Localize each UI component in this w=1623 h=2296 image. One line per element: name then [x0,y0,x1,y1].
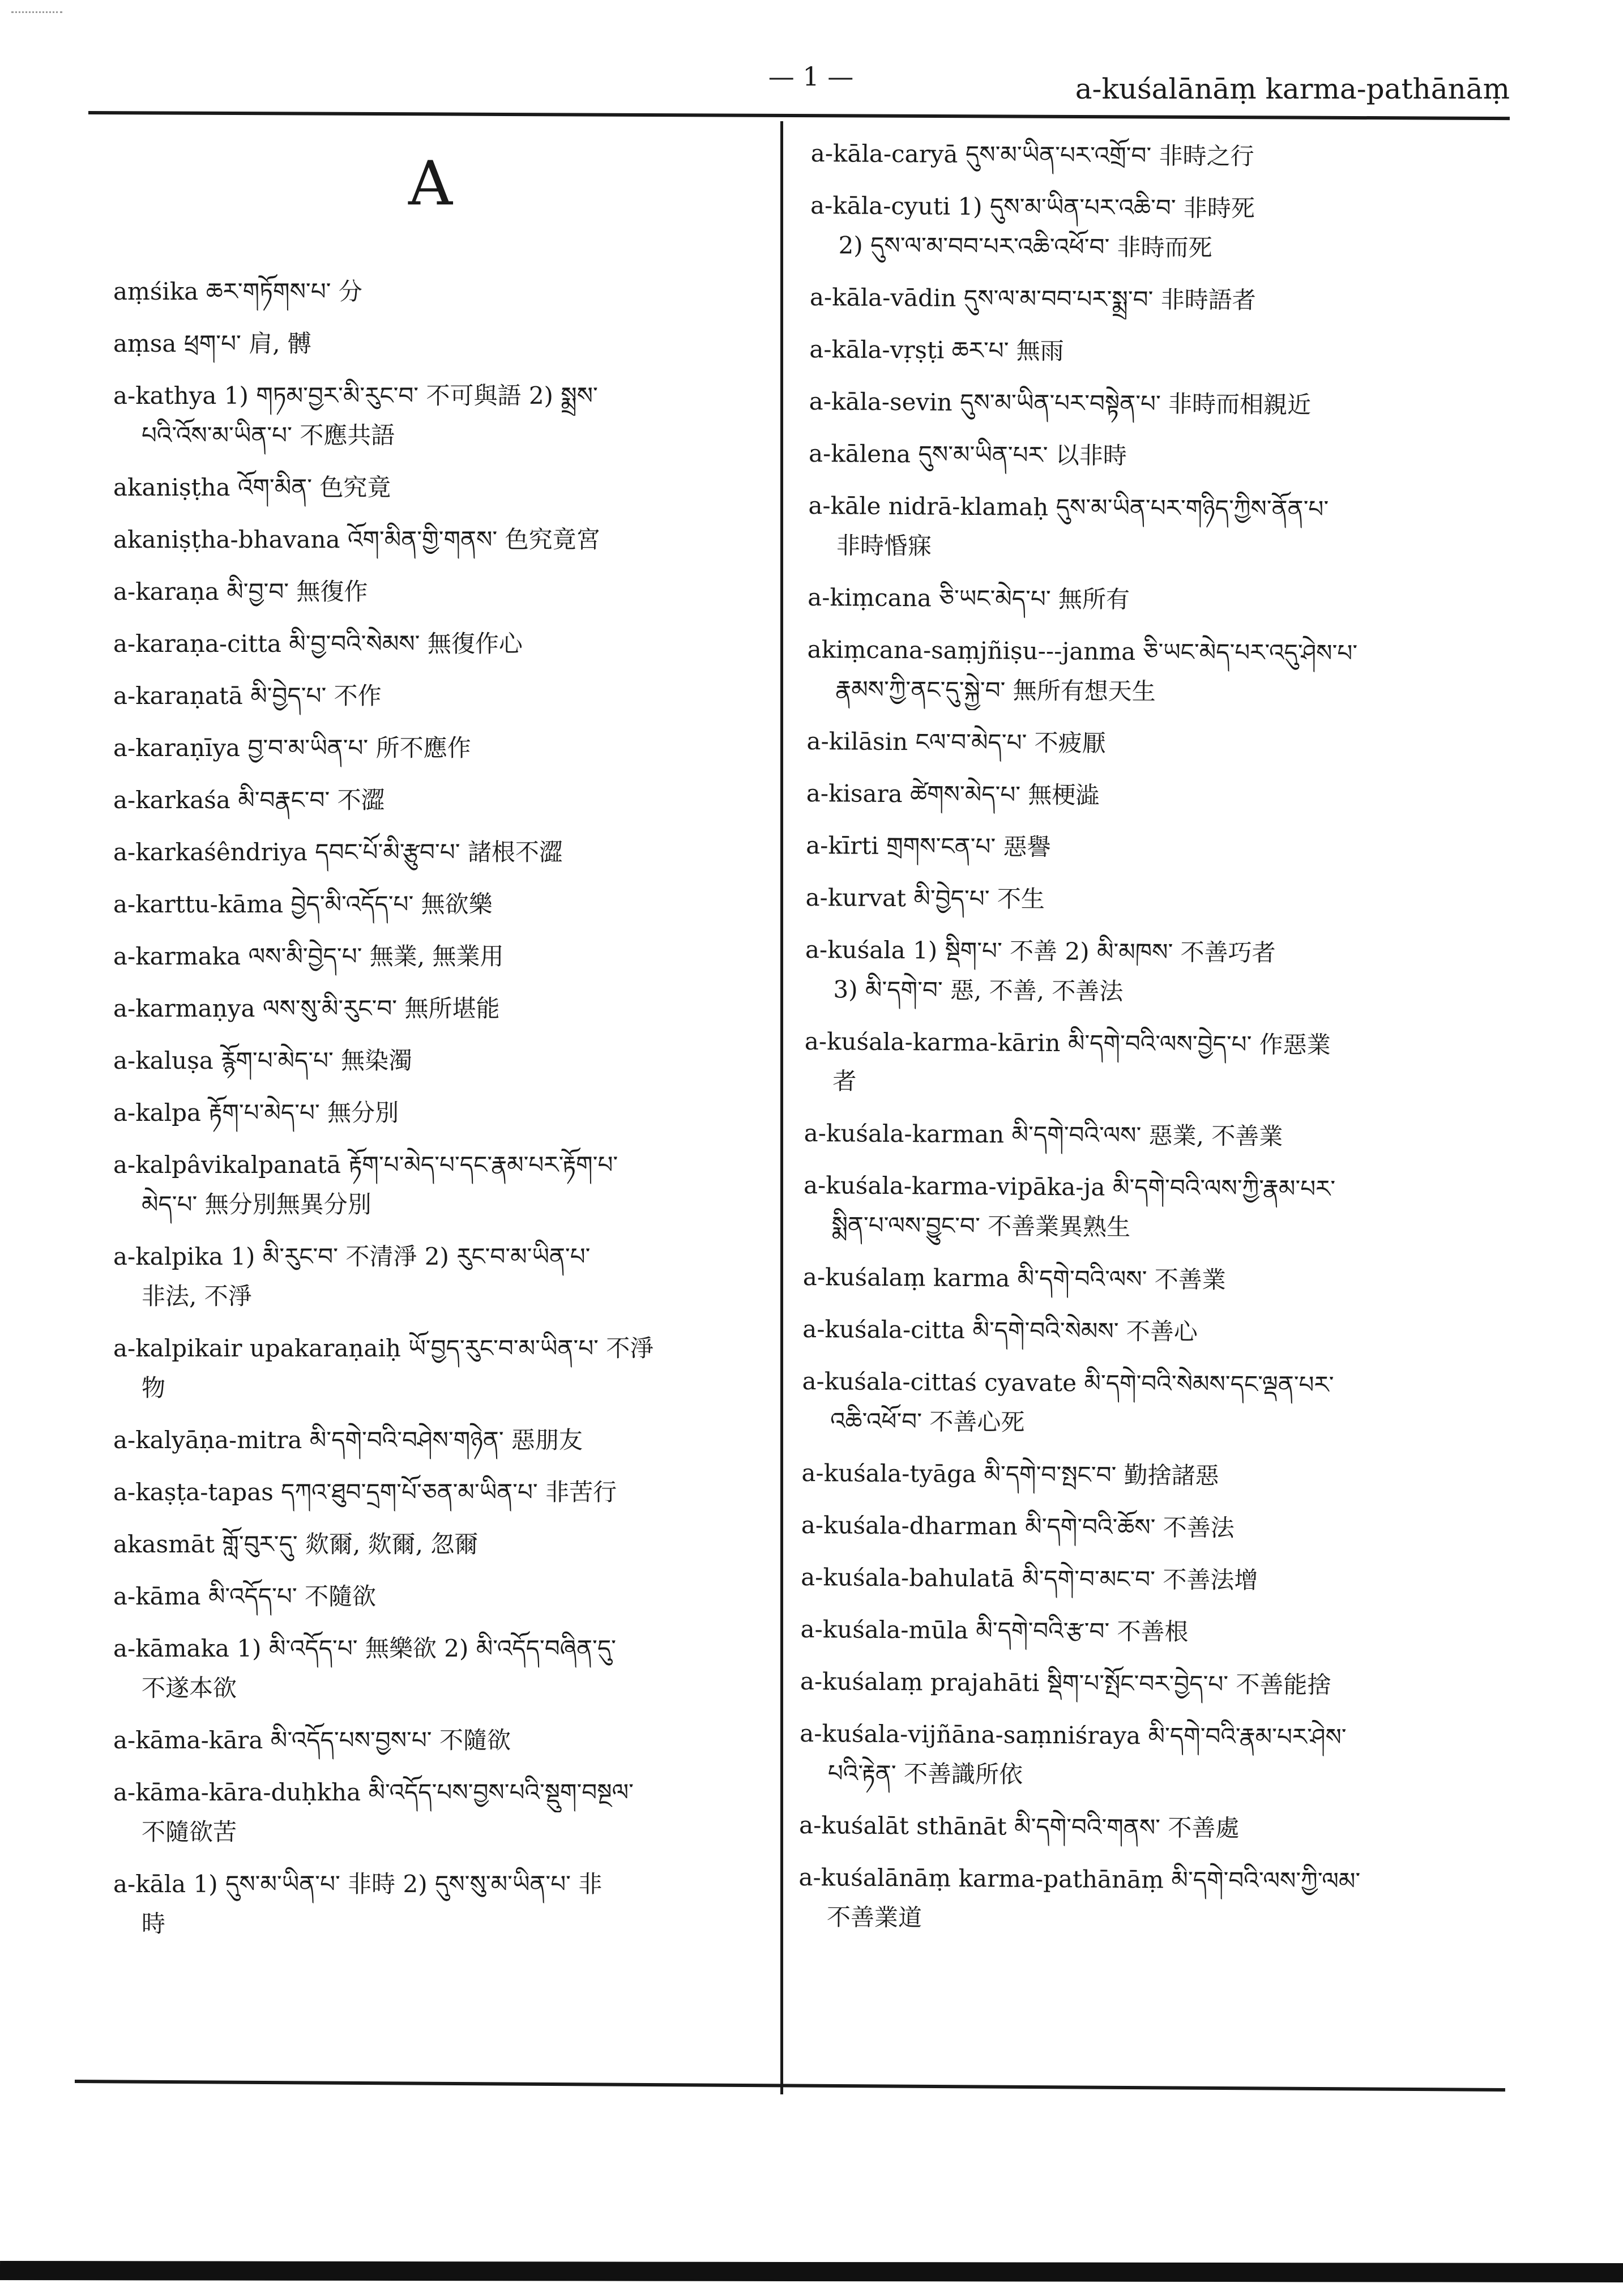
running-head: a-kuśalānāṃ karma-pathānāṃ [1075,72,1510,105]
entry-headline: a-kaluṣa རྙོག་པ་མེད་པ་ 無染濁 [113,1047,413,1074]
entry-headline: a-kālena དུས་མ་ཡིན་པར་ 以非時 [808,439,1127,470]
dictionary-entry [113,572,764,612]
dictionary-entry [113,1093,764,1133]
entry-headline: a-kuśala-karma-kārin མི་དགེ་བའི་ལས་བྱེད་པ་ 作惡業 [804,1027,1331,1059]
entry-headline: a-kuśalāt sthānāt མི་དགེ་བའི་གནས་ 不善處 [798,1811,1240,1842]
dictionary-entry [113,728,764,768]
entry-headline: a-kuśala 1) སྡིག་པ་ 不善 2) མི་མཁས་ 不善巧者 [805,935,1276,967]
entry-continuation: རྣམས་ཀྱི་ནང་དུ་སྐྱེ་བ་ 無所有想天生 [835,675,1156,706]
left-column [113,272,764,1956]
page-number: — 1 — [768,61,854,92]
entry-headline: a-kāma-kāra-duḥkha མི་འདོད་པས་བྱས་པའི་སྡུག་བསྔལ་ [113,1778,634,1806]
dictionary-entry [802,1309,1499,1354]
dictionary-entry [113,1237,764,1316]
entry-headline: a-kāla-cyuti 1) དུས་མ་ཡིན་པར་འཆི་བ་ 非時死 [810,191,1255,223]
dictionary-entry [113,1329,764,1408]
entry-continuation: པའི་རྟེན་ 不善識所依 [827,1759,1023,1789]
bottom-rule [75,2080,1505,2092]
entry-headline: a-kuśalaṃ prajahāti སྡིག་པ་སྤོང་བར་བྱེད་པ་ 不善能捨 [800,1667,1331,1699]
dictionary-entry [805,878,1502,923]
dictionary-entry [800,1662,1497,1706]
dictionary-entry [806,774,1503,818]
dictionary-entry [113,1525,764,1564]
dictionary-entry [113,1773,764,1852]
dictionary-entry [113,1629,764,1708]
dictionary-entry [113,1473,764,1512]
entry-headline: a-kuśala-dharman མི་དགེ་བའི་ཆོས་ 不善法 [801,1510,1235,1542]
entry-headline: aṃsa ཕྲག་པ་ 肩, 髆 [113,330,311,357]
entry-headline: a-kāla-vṛṣṭi ཆར་པ་ 無雨 [809,335,1064,365]
dictionary-entry [809,382,1505,426]
entry-headline: a-kuśala-vijñāna-saṃniśraya མི་དགེ་བའི་རྣམ་པར་ཤེས་ [800,1719,1347,1751]
entry-headline: a-kalpâvikalpanatā རྟོག་པ་མེད་པ་དང་རྣམ་པར་རྟོག་པ་ [113,1151,618,1179]
entry-headline: a-kuśala-cittaś cyavate མི་དགེ་བའི་སེམས་དང་ལྡན་པར་ [802,1367,1334,1399]
entry-continuation: 2) དུས་ལ་མ་བབ་པར་འཆི་འཕོ་བ་ 非時而死 [838,231,1212,262]
dictionary-entry [113,468,764,507]
dictionary-entry [810,186,1507,270]
entry-headline: a-kalyāṇa-mitra མི་དགེ་བའི་བཤེས་གཉེན་ 惡朋友 [113,1426,583,1454]
entry-headline: a-kuśalānāṃ karma-pathānāṃ མི་དགེ་བའི་ལས་ཀྱི་ལམ་ [798,1863,1361,1895]
entry-continuation: 物 [142,1374,166,1402]
dictionary-entry [113,1420,764,1460]
right-column [798,134,1507,1954]
entry-headline: a-kuśala-bahulatā མི་དགེ་བ་མང་བ་ 不善法增 [801,1563,1258,1594]
dictionary-entry [113,520,764,560]
entry-continuation: 時 [142,1910,166,1937]
entry-continuation: པའི་འོས་མ་ཡིན་པ་ 不應共語 [142,421,395,449]
entry-headline: a-karmaṇya ལས་སུ་མི་རུང་བ་ 無所堪能 [113,995,500,1022]
entry-headline: a-kuśala-karman མི་དགེ་བའི་ལས་ 惡業, 不善業 [804,1119,1283,1150]
entry-headline: a-kāle nidrā-klamaḥ དུས་མ་ཡིན་པར་གཉིད་ཀྱིས་ནོན་པ་ [808,491,1329,523]
entry-continuation: 者 [832,1067,857,1095]
dictionary-entry [113,937,764,976]
entry-headline: a-kuśalaṃ karma མི་དགེ་བའི་ལས་ 不善業 [802,1262,1226,1294]
dictionary-entry [801,1453,1498,1498]
dictionary-entry [806,826,1502,870]
entry-headline: a-karaṇīya བྱ་བ་མ་ཡིན་པ་ 所不應作 [113,734,471,762]
entry-continuation: 非法, 不淨 [142,1282,252,1310]
entry-headline: a-kalpikair upakaraṇaiḥ ཡོ་བྱད་རུང་བ་མ་ཡིན་པ་ 不淨 [113,1334,654,1362]
entry-headline: a-kuśala-mūla མི་དགེ་བའི་རྩ་བ་ 不善根 [800,1615,1189,1646]
dictionary-entry [113,885,764,924]
entry-headline: a-kāla-vādin དུས་ལ་མ་བབ་པར་སྨྲ་བ་ 非時語者 [809,283,1256,314]
dictionary-entry [801,1557,1497,1602]
dictionary-entry [800,1610,1497,1654]
entry-headline: akaniṣṭha འོག་མིན་ 色究竟 [113,473,391,501]
dictionary-entry [113,989,764,1028]
dictionary-entry [803,1166,1500,1250]
entry-headline: a-kāla 1) དུས་མ་ཡིན་པ་ 非時 2) དུས་སུ་མ་ཡིན་པ་ 非 [113,1870,603,1898]
entry-headline: a-kīrti གྲགས་ངན་པ་ 惡譽 [806,831,1051,861]
entry-headline: a-kilāsin ངལ་བ་མེད་པ་ 不疲厭 [806,727,1106,757]
dictionary-entry [799,1806,1496,1850]
entry-headline: a-kisara ཚེགས་མེད་པ་ 無梗澁 [806,779,1100,809]
dictionary-entry [113,272,764,311]
dictionary-entry [798,1858,1496,1942]
dictionary-entry [802,1362,1499,1446]
dictionary-entry [113,1577,764,1616]
entry-headline: a-kathya 1) གཏམ་བྱར་མི་རུང་བ་ 不可與語 2) སྨྲས་ [113,382,598,409]
top-rule [88,111,1510,120]
entry-continuation: 不遂本欲 [142,1674,237,1702]
entry-headline: akasmāt གློ་བུར་དུ་ 欻爾, 欻爾, 忽爾 [113,1530,479,1558]
dictionary-entry [803,1257,1500,1302]
entry-headline: aṃśika ཆར་གཏོགས་པ་ 分 [113,278,362,305]
dictionary-entry [113,1041,764,1081]
entry-continuation: མེད་པ་ 無分別無異分別 [142,1190,371,1218]
entry-headline: a-kalpa རྟོག་པ་མེད་པ་ 無分別 [113,1099,399,1126]
dictionary-entry [805,930,1502,1014]
entry-headline: a-kuśala-tyāga མི་དགེ་བ་སྤང་བ་ 勤捨諸惡 [801,1458,1219,1490]
entry-continuation: སྨིན་པ་ལས་བྱུང་བ་ 不善業異熟生 [831,1211,1131,1241]
dictionary-entry [809,330,1506,374]
entry-headline: a-kiṃcana ཅི་ཡང་མེད་པ་ 無所有 [808,583,1130,613]
dictionary-entry [113,833,764,872]
dictionary-entry [806,722,1503,766]
dictionary-entry [113,624,764,664]
entry-headline: a-kuśala-karma-vipāka-ja མི་དགེ་བའི་ལས་ཀྱི་རྣམ་པར་ [803,1171,1336,1203]
dictionary-entry [113,676,764,716]
entry-headline: a-karkaśêndriya དབང་པོ་མི་རྩུབ་པ་ 諸根不澀 [113,838,563,866]
entry-continuation: 不善業道 [826,1903,922,1932]
dictionary-entry [807,630,1504,714]
dictionary-entry [808,486,1505,570]
dictionary-entry [113,780,764,820]
entry-headline: a-karkaśa མི་བརྣང་བ་ 不澀 [113,786,385,814]
entry-headline: a-kāmaka 1) མི་འདོད་པ་ 無樂欲 2) མི་འདོད་བཞིན་དུ་ [113,1634,617,1662]
dictionary-entry [809,434,1505,479]
scan-edge [0,2261,1623,2282]
entry-headline: akiṃcana-saṃjñiṣu---janma ཅི་ཡང་མེད་པར་འདུ་ཤེས་པ་ [807,635,1358,667]
entry-headline: a-kāma མི་འདོད་པ་ 不隨欲 [113,1582,376,1610]
entry-headline: a-kurvat མི་བྱེད་པ་ 不生 [805,883,1045,913]
entry-headline: a-karaṇa-citta མི་བྱ་བའི་སེམས་ 無復作心 [113,630,523,658]
dictionary-entry [811,134,1507,178]
scan-specks [11,11,62,24]
entry-continuation: 不隨欲苦 [142,1818,237,1846]
entry-continuation: 3) མི་དགེ་བ་ 惡, 不善, 不善法 [833,975,1124,1005]
dictionary-entry [804,1022,1501,1106]
entry-headline: a-kuśala-citta མི་དགེ་བའི་སེམས་ 不善心 [802,1315,1198,1346]
dictionary-entry [810,278,1506,322]
dictionary-entry [804,1113,1500,1158]
entry-headline: a-karaṇa མི་བྱ་བ་ 無復作 [113,578,368,605]
entry-headline: a-kāma-kāra མི་འདོད་པས་བྱས་པ་ 不隨欲 [113,1726,511,1754]
dictionary-entry [113,1864,764,1944]
entry-continuation: 非時惛寐 [836,531,932,560]
entry-headline: akaniṣṭha-bhavana འོག་མིན་གྱི་གནས་ 色究竟宮 [113,526,600,553]
dictionary-entry [800,1714,1497,1798]
dictionary-entry [113,1721,764,1760]
entry-headline: a-kāla-sevin དུས་མ་ཡིན་པར་བསྟེན་པ་ 非時而相親近 [809,387,1312,419]
dictionary-entry [113,376,764,455]
entry-headline: a-kaṣṭa-tapas དཀའ་ཐུབ་དྲག་པོ་ཅན་མ་ཡིན་པ་ 非苦行 [113,1478,617,1506]
column-divider [780,121,783,2094]
dictionary-entry [113,324,764,364]
entry-headline: a-karmaka ལས་མི་བྱེད་པ་ 無業, 無業用 [113,942,504,970]
dictionary-entry [801,1505,1498,1550]
dictionary-entry [113,1145,764,1224]
entry-headline: a-karttu-kāma བྱེད་མི་འདོད་པ་ 無欲樂 [113,890,493,918]
dictionary-entry [808,578,1504,622]
section-letter: A [408,148,452,219]
entry-headline: a-kāla-caryā དུས་མ་ཡིན་པར་འགྲོ་བ་ 非時之行 [810,139,1254,170]
entry-continuation: འཆི་འཕོ་བ་ 不善心死 [830,1407,1025,1436]
entry-headline: a-karaṇatā མི་བྱེད་པ་ 不作 [113,682,382,710]
entry-headline: a-kalpika 1) མི་རུང་བ་ 不清淨 2) རུང་བ་མ་ཡིན་པ་ [113,1243,591,1270]
